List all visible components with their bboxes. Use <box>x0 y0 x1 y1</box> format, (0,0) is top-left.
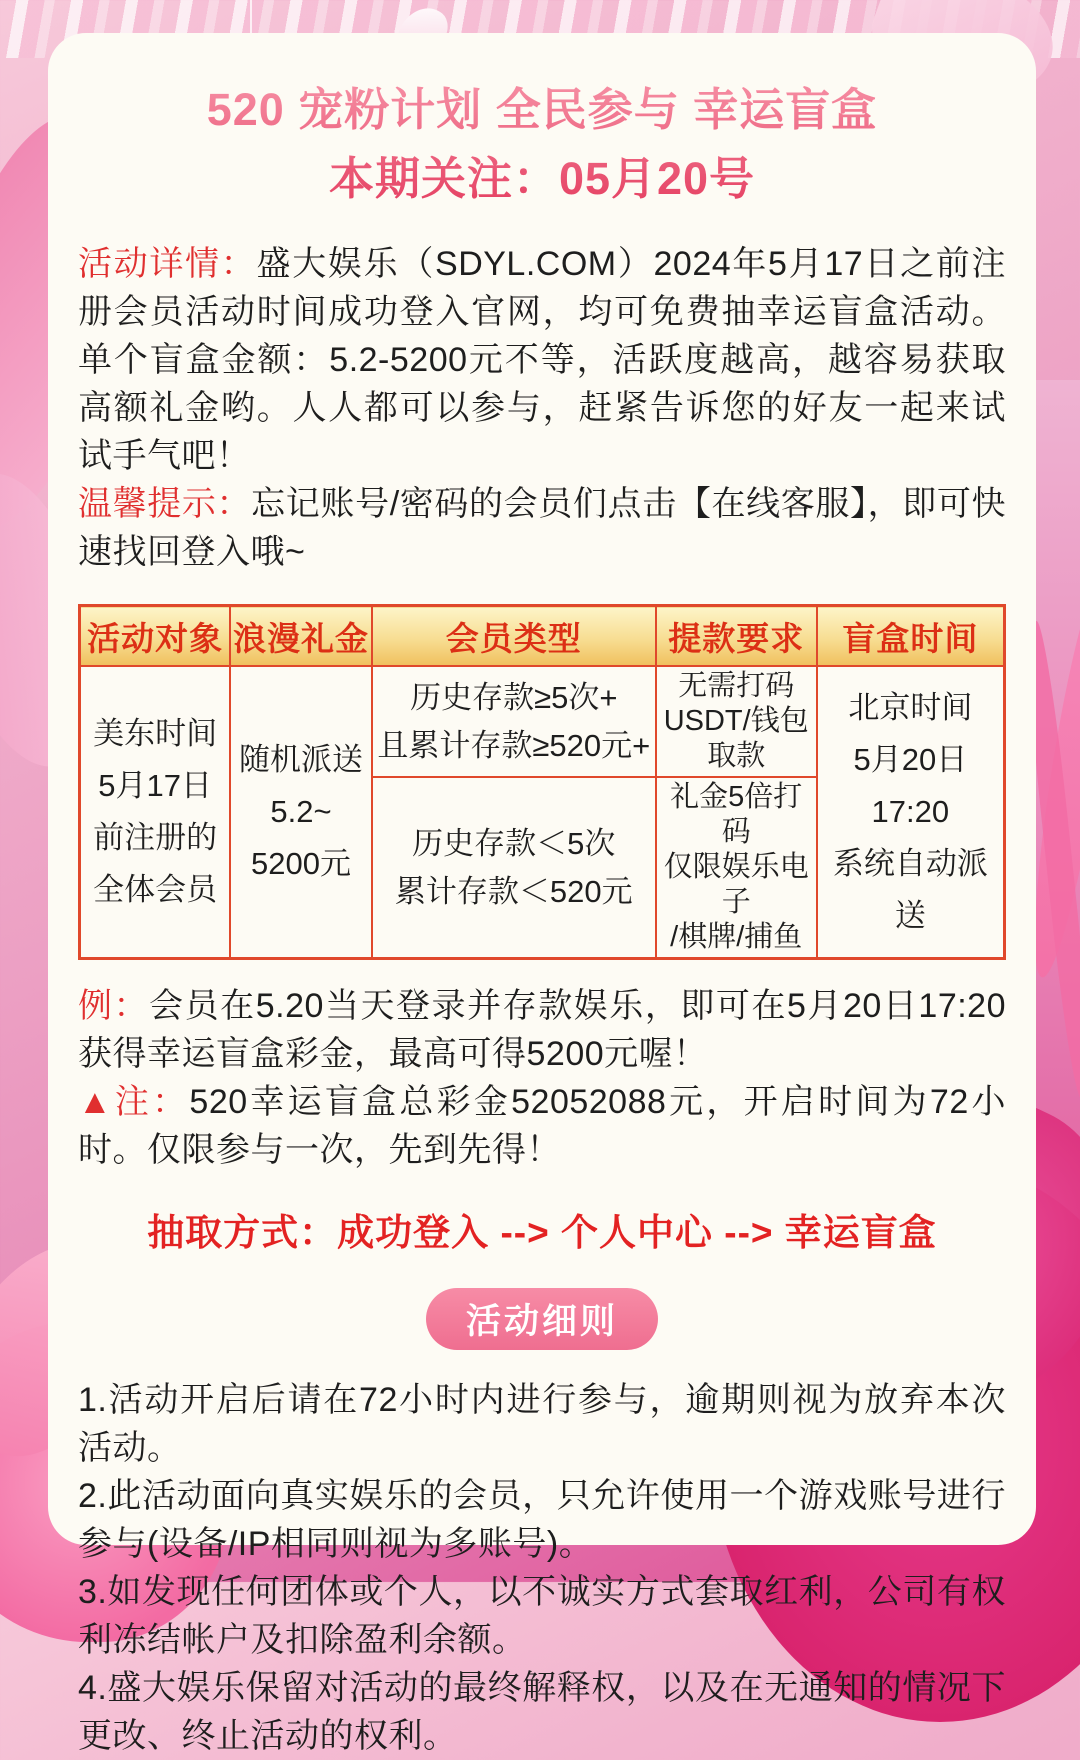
cell-member-type-bottom: 历史存款＜5次 累计存款＜520元 <box>372 777 656 959</box>
cell-romance-gift: 随机派送 5.2~ 5200元 <box>230 666 372 959</box>
cell-activity-target: 美东时间 5月17日 前注册的 全体会员 <box>80 666 231 959</box>
rule-item: 4.盛大娱乐保留对活动的最终解释权，以及在无通知的情况下更改、终止活动的权利。 <box>78 1669 1006 1755</box>
intro-label: 活动详情： <box>78 245 257 283</box>
cell-member-type-top: 历史存款≥5次+ 且累计存款≥520元+ <box>372 666 656 777</box>
example-text: 会员在5.20当天登录并存款娱乐，即可在5月20日17:20获得幸运盲盒彩金，最高可得5200元喔！ <box>78 987 1007 1073</box>
header-activity-target: 活动对象 <box>80 606 231 667</box>
rule-item: 2.此活动面向真实娱乐的会员，只允许使用一个游戏账号进行参与(设备/IP相同则视为多账号)。 <box>78 1477 1006 1563</box>
tip-text: 忘记账号/密码的会员们点击【在线客服】，即可快速找回登入哦~ <box>78 485 1007 571</box>
example-paragraph <box>78 982 1006 1078</box>
draw-method-line: 抽取方式：成功登入 --> 个人中心 --> 幸运盲盒 <box>147 1212 937 1253</box>
example-label: 例： <box>78 987 150 1025</box>
rules-list <box>78 1376 1006 1760</box>
header-blindbox-time: 盲盒时间 <box>817 606 1005 667</box>
activity-rules-button[interactable]: 活动细则 <box>426 1288 658 1350</box>
page-title <box>78 75 1006 213</box>
intro-text: 盛大娱乐（SDYL.COM）2024年5月17日之前注册会员活动时间成功登入官网，均可免费抽幸运盲盒活动。单个盲盒金额：5.2-5200元不等，活跃度越高，越容易获取高额礼金哟。人人都可以参与，赶紧告诉您的好友一起来试试手气吧！ <box>78 245 1007 475</box>
title-line-2: 本期关注：05月20号 <box>328 153 756 204</box>
header-withdraw-requirement: 提款要求 <box>656 606 817 667</box>
table-header-row <box>80 606 1005 667</box>
note-text: 520幸运盲盒总彩金52052088元，开启时间为72小时。仅限参与一次，先到先得！ <box>78 1083 1006 1169</box>
cell-blindbox-time: 北京时间 5月20日 17:20 系统自动派送 <box>817 666 1005 959</box>
header-romance-gift: 浪漫礼金 <box>230 606 372 667</box>
tip-paragraph <box>78 480 1006 576</box>
note-label: ▲注： <box>78 1083 190 1121</box>
title-line-1: 520 宠粉计划 全民参与 幸运盲盒 <box>206 84 878 135</box>
cell-withdraw-top: 无需打码 USDT/钱包 取款 <box>656 666 817 777</box>
header-member-type: 会员类型 <box>372 606 656 667</box>
tip-label: 温馨提示： <box>78 485 252 523</box>
table-row <box>80 666 1005 777</box>
promo-table <box>78 604 1006 960</box>
rule-item: 3.如发现任何团体或个人，以不诚实方式套取红利，公司有权利冻结帐户及扣除盈利余额。 <box>78 1573 1006 1659</box>
cell-withdraw-bottom: 礼金5倍打码 仅限娱乐电子 /棋牌/捕鱼 <box>656 777 817 959</box>
note-paragraph <box>78 1078 1006 1174</box>
intro-paragraph <box>78 240 1006 480</box>
promo-card <box>48 33 1036 1755</box>
rule-item: 1.活动开启后请在72小时内进行参与，逾期则视为放弃本次活动。 <box>78 1381 1006 1467</box>
